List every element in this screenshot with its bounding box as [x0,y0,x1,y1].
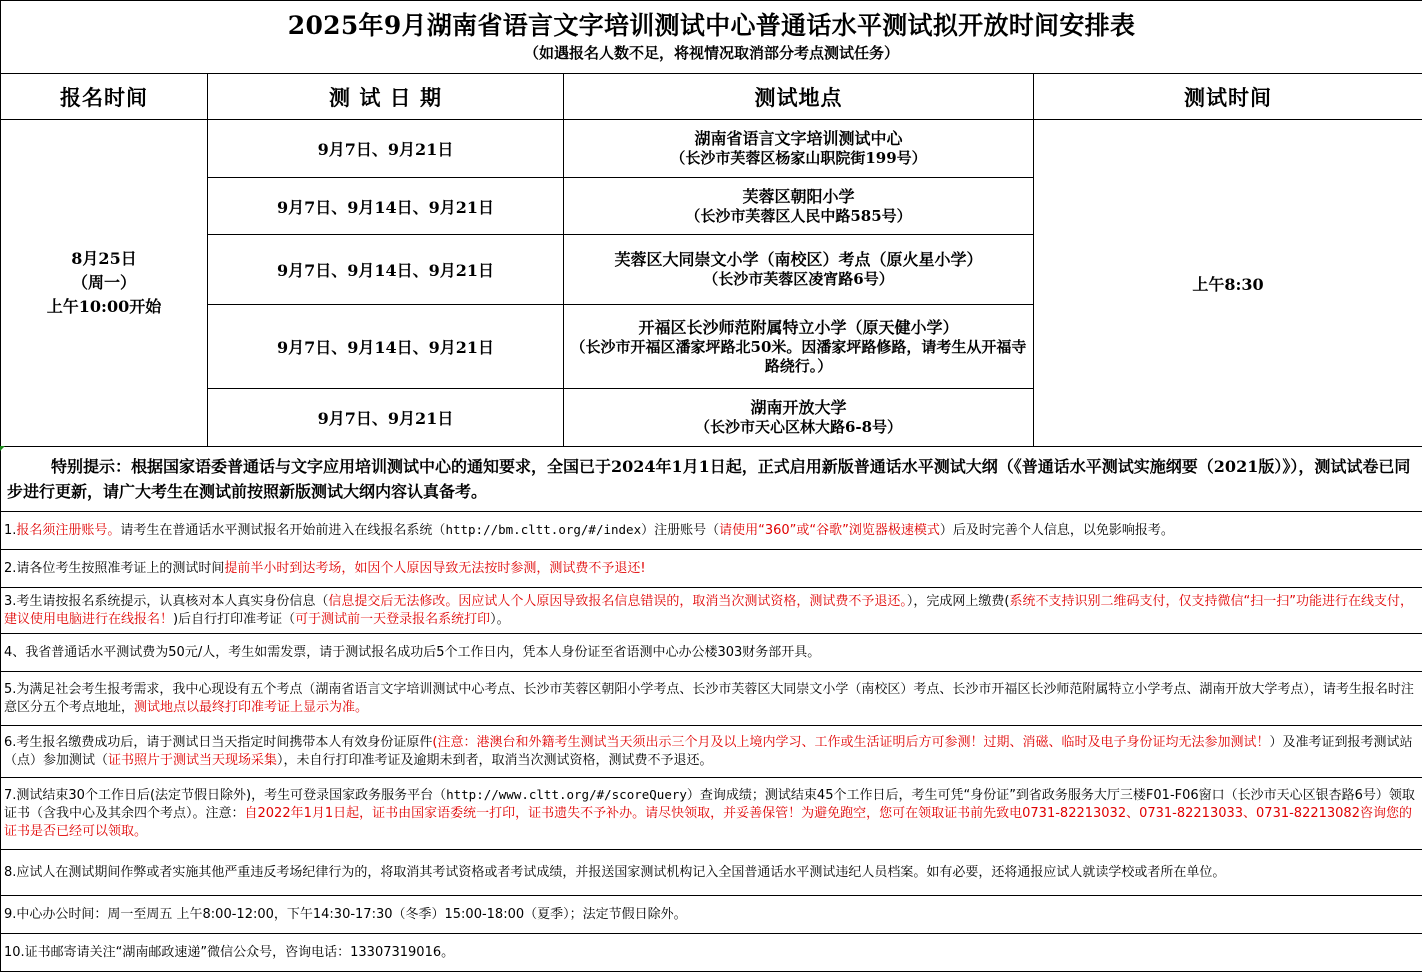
score-query-url-link[interactable]: http://www.cltt.org/#/scoreQuery [446,787,687,802]
note-10 [1,934,1422,972]
location-name: 开福区长沙师范附属特立小学（原天健小学） [638,317,959,337]
note-highlight: 系统不支持识别二维码支付，仅支持微信“扫一扫”功能进行在线支付，建议使用电脑进行在线报名！ [4,593,1413,627]
test-dates-cell: 9月7日、9月14日、9月21日 [208,235,564,305]
note-9 [1,896,1422,934]
note-3 [1,588,1422,634]
note-text: )后自行打印准考证（ [173,611,296,627]
note-highlight: 提前半小时到达考场，如因个人原因导致无法按时参测，测试费不予退还! [224,560,646,576]
note-highlight: 证书照片于测试当天现场采集 [108,752,278,768]
note-text: ）注册账号（ [641,523,720,538]
test-location-cell [564,178,1034,235]
page-subtitle: （如遇报名人数不足，将视情况取消部分考点测试任务） [524,44,900,62]
test-dates-cell: 9月7日、9月14日、9月21日 [208,178,564,235]
registration-weekday: （周一） [71,273,136,292]
location-name: 芙蓉区朝阳小学 [742,186,855,206]
location-address: （长沙市芙蓉区凌宵路6号） [703,270,894,288]
test-location-cell [564,235,1034,305]
test-location-cell [564,305,1034,389]
note-highlight: 信息提交后无法修改。因应试人个人原因导致报名信息错误的，取消当次测试资格，测试费不予退还。 [328,593,907,609]
test-time-cell: 上午8:30 [1034,120,1422,447]
table-row [1,120,1422,178]
page-title: 2025年9月湖南省语言文字培训测试中心普通话水平测试拟开放时间安排表 [287,11,1136,40]
location-name: 芙蓉区大同崇文小学（南校区）考点（原火星小学） [614,250,983,269]
note-highlight: 可于测试前一天登录报名系统打印 [295,611,491,627]
header-registration-time: 报名时间 [1,74,208,120]
location-address: （长沙市芙蓉区杨家山职院街199号） [670,149,927,167]
location-name: 湖南省语言文字培训测试中心 [694,129,903,148]
note-7 [1,778,1422,850]
registration-start: 上午10:00开始 [46,297,162,316]
cell-marker-icon [0,446,5,451]
test-dates-cell: 9月7日、9月21日 [208,120,564,178]
note-text: ）及准考证到报考测试站（点）参加测试（ [4,734,1413,768]
test-dates-cell: 9月7日、9月14日、9月21日 [208,305,564,389]
note-text: 2.请各位考生按照准考证上的测试时间 [4,560,225,576]
note-highlight: 请使用“360”或“谷歌”浏览器极速模式 [719,523,940,538]
note-highlight: 报名须注册账号。 [16,523,121,538]
note-4 [1,634,1422,672]
note-8 [1,850,1422,896]
special-notice [1,447,1422,512]
note-text: 5.为满足社会考生报考需求，我中心现设有五个考点（湖南省语言文字培训测试中心考点、长沙市芙蓉区朝阳小学考点、长沙市芙蓉区大同崇文小学（南校区）考点、长沙市开福区长沙师范附属特立小学考点、湖南开放大学考点），请考生报名时注意区分五个考点地址， [4,681,1414,715]
test-dates-cell: 9月7日、9月21日 [208,389,564,447]
note-text: 4、我省普通话水平测试费为50元/人，考生如需发票，请于测试报名成功后5个工作日内，凭本人身份证至省语测中心办公楼303财务部开具。 [4,644,821,660]
registration-time-cell [1,120,208,447]
title-cell [1,1,1422,74]
note-highlight: 自2022年1月1日起，证书由国家语委统一打印，证书遗失不予补办。请尽快领取，并妥善保管！为避免跑空，您可在领取证书前先致电0731-82213032、0731-82213033、0731-82213082咨询您的证书是否已经可以领取。 [4,806,1412,839]
note-1 [1,512,1422,550]
note-text: ）。 [490,611,510,627]
note-highlight: (注意：港澳台和外籍考生测试当天须出示三个月及以上境内学习、工作或生活证明后方可参测！过期、消磁、临时及电子身份证均无法参加测试！ [432,734,1270,750]
note-text: ）查询成绩；测试结束45个工作日后，考生可凭“身份证”到省政务服务大厅三楼F01-F06窗口（长沙市天心区银杏路6号）领取证书（含我中心及其余四个考点）。注意： [4,788,1415,821]
header-test-date: 测 试 日 期 [208,74,564,120]
special-notice-text: 特别提示：根据国家语委普通话与文字应用培训测试中心的通知要求，全国已于2024年1月1日起，正式启用新版普通话水平测试大纲（《普通话水平测试实施纲要（2021版）》），测试试卷已同步进行更新，请广大考生在测试前按照新版测试大纲内容认真备考。 [7,457,1411,501]
note-text: 请考生在普通话水平测试报名开始前进入在线报名系统（ [120,523,446,538]
note-6 [1,726,1422,778]
location-address: （长沙市芙蓉区人民中路585号） [685,206,912,225]
location-address: （长沙市开福区潘家坪路北50米。因潘家坪路修路，请考生从开福寺路绕行。） [570,337,1027,375]
note-text: 10.证书邮寄请关注“湖南邮政速递”微信公众号，咨询电话：13307319016。 [4,944,455,960]
header-test-time: 测试时间 [1034,74,1422,120]
note-text: 7.测试结束30个工作日后(法定节假日除外)，考生可登录国家政务服务平台（ [4,788,447,803]
location-name: 湖南开放大学 [750,398,847,417]
location-address: （长沙市天心区林大路6-8号） [694,418,903,436]
note-2 [1,550,1422,588]
header-test-location: 测试地点 [564,74,1034,120]
note-text: 6.考生报名缴费成功后，请于测试日当天指定时间携带本人有效身份证原件 [4,734,433,750]
test-location-cell [564,120,1034,178]
test-location-cell [564,389,1034,447]
note-text: ），完成网上缴费( [906,593,1010,609]
note-text: 3.考生请按报名系统提示，认真核对本人真实身份信息（ [4,593,329,609]
registration-url-link[interactable]: http://bm.cltt.org/#/index [445,522,642,537]
registration-date: 8月25日 [71,249,137,268]
note-text: 8.应试人在测试期间作弊或者实施其他严重违反考场纪律行为的，将取消其考试资格或者考试成绩，并报送国家测试机构记入全国普通话水平测试违纪人员档案。如有必要，还将通报应试人就读学校或者所在单位。 [4,864,1226,880]
note-text: 1. [4,523,17,538]
note-text: ），未自行打印准考证及逾期未到者，取消当次测试资格，测试费不予退还。 [277,752,713,768]
note-highlight: 测试地点以最终打印准考证上显示为准。 [134,699,369,715]
note-text: 9.中心办公时间：周一至周五 上午8:00-12:00，下午14:30-17:30（冬季）15:00-18:00（夏季）；法定节假日除外。 [4,906,687,922]
note-text: ）后及时完善个人信息，以免影响报考。 [939,523,1174,538]
note-5 [1,672,1422,726]
